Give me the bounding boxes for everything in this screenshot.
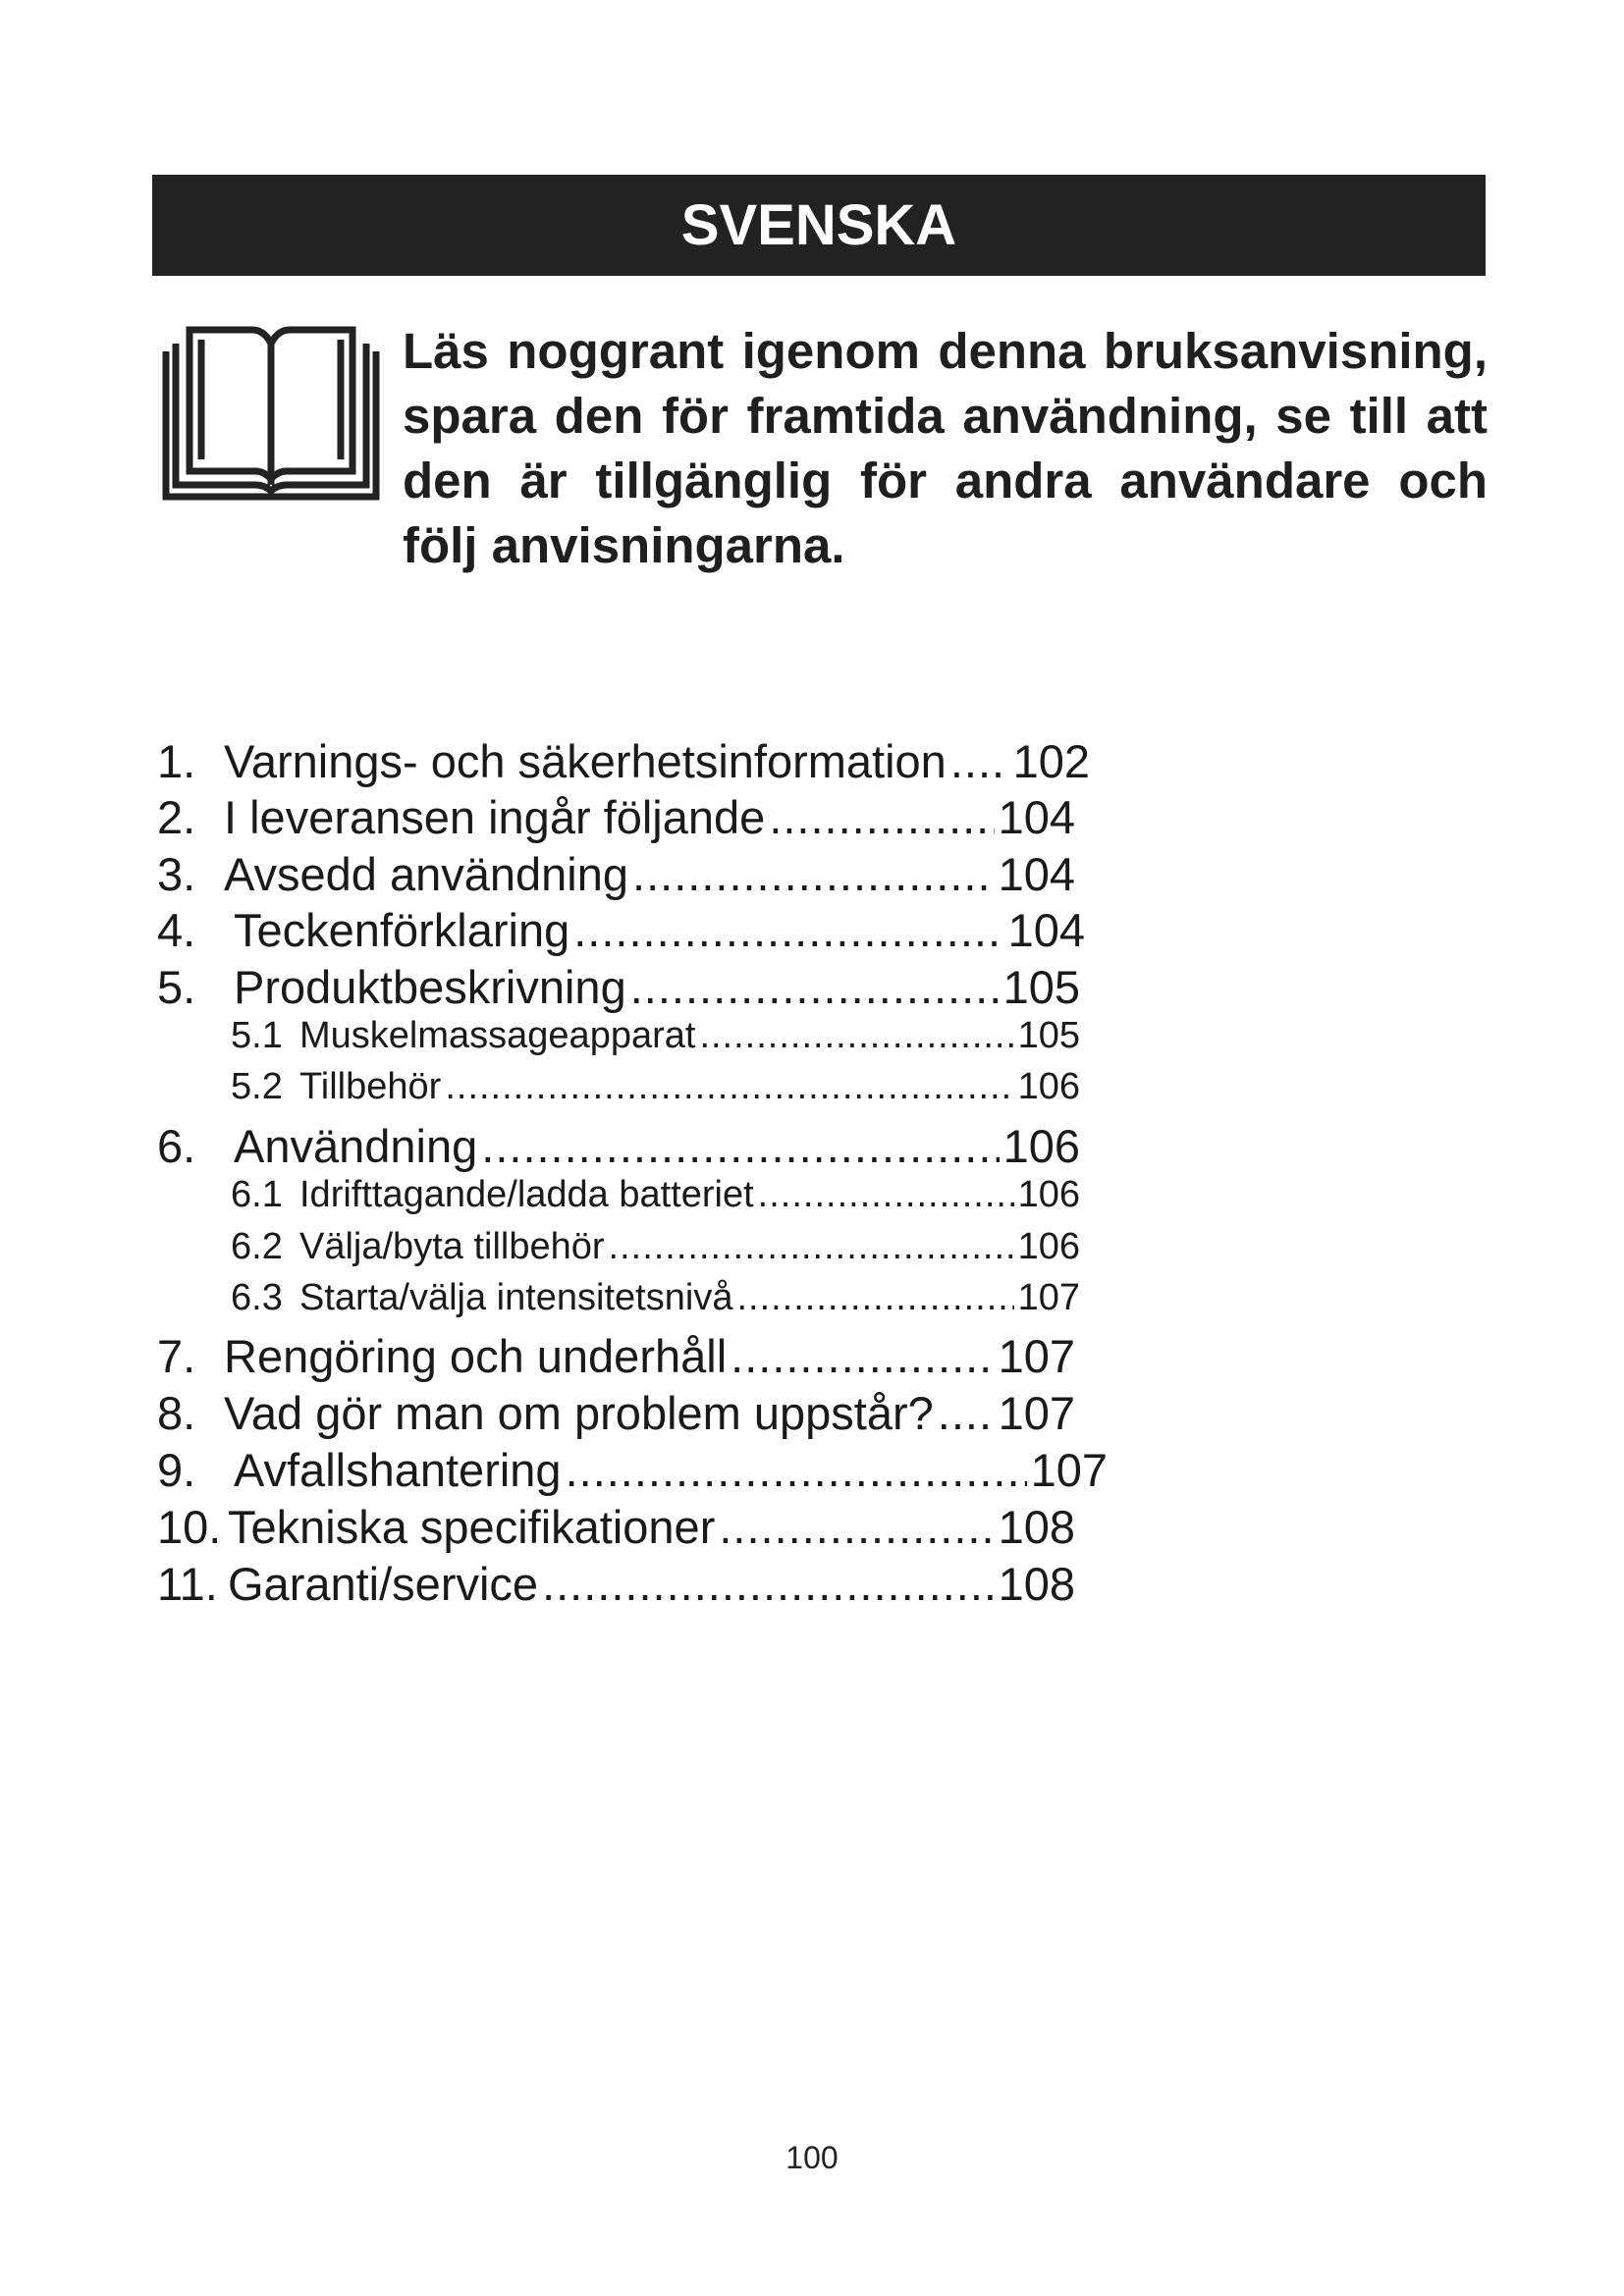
toc-leader-dots <box>542 1557 995 1611</box>
toc-leader-dots <box>699 1015 1013 1057</box>
toc-entry-number: 7. <box>157 1330 196 1382</box>
toc-entry[interactable] <box>231 1226 1080 1268</box>
toc-leader-dots <box>938 1386 995 1440</box>
toc-entry-page: 107 <box>1017 1277 1080 1318</box>
toc-entry[interactable] <box>157 1386 1075 1440</box>
toc-entry-page: 107 <box>1030 1444 1108 1496</box>
toc-leader-dots <box>481 1119 999 1173</box>
toc-entry[interactable] <box>231 1174 1080 1216</box>
toc-entry-page: 108 <box>998 1558 1075 1610</box>
toc-leader-dots <box>632 847 995 901</box>
toc-entry[interactable] <box>157 847 1075 901</box>
toc-entry-page: 107 <box>998 1387 1075 1439</box>
toc-entry-number: 9. <box>157 1444 196 1496</box>
toc-entry-number: 5.2 <box>231 1066 283 1107</box>
toc-entry-title: I leveransen ingår följande <box>224 791 766 843</box>
toc-entry[interactable] <box>231 1277 1080 1319</box>
toc-entry-title: Garanti/service <box>228 1558 539 1610</box>
toc-entry-title: Teckenförklaring <box>234 904 570 956</box>
toc-entry-number: 11. <box>157 1558 218 1610</box>
toc-entry-number: 6.2 <box>231 1226 283 1267</box>
toc-entry-number: 3. <box>157 848 196 900</box>
toc-entry-title: Rengöring och underhåll <box>224 1330 728 1382</box>
toc-leader-dots <box>769 790 994 844</box>
toc-entry-number: 6.3 <box>231 1277 283 1318</box>
toc-entry-title: Starta/välja intensitetsnivå <box>299 1277 733 1318</box>
toc-entry-page: 108 <box>998 1501 1075 1553</box>
toc-entry[interactable] <box>157 1443 1108 1497</box>
toc-entry-page: 104 <box>1007 904 1085 956</box>
toc-entry-number: 1. <box>157 735 196 787</box>
toc-entry-title: Avsedd användning <box>224 848 629 900</box>
toc-entry-number: 6. <box>157 1120 196 1172</box>
toc-leader-dots <box>573 903 1003 957</box>
toc-leader-dots <box>445 1066 1013 1108</box>
toc-entry-page: 106 <box>1017 1066 1080 1107</box>
toc-entry-number: 4. <box>157 904 196 956</box>
toc-entry-page: 105 <box>1017 1015 1080 1056</box>
toc-entry-title: Varnings- och säkerhetsinformation <box>224 735 947 787</box>
toc-entry[interactable] <box>231 1015 1080 1057</box>
toc-entry-number: 2. <box>157 791 196 843</box>
toc-entry-title: Vad gör man om problem uppstår? <box>224 1387 934 1439</box>
toc-entry[interactable] <box>157 1557 1075 1611</box>
toc-entry[interactable] <box>231 1066 1080 1108</box>
toc-entry-title: Välja/byta tillbehör <box>299 1226 605 1267</box>
toc-leader-dots <box>566 1443 1027 1497</box>
toc-leader-dots <box>630 960 1000 1014</box>
toc-entry[interactable] <box>157 790 1075 844</box>
toc-entry-title: Muskelmassageapparat <box>299 1015 696 1056</box>
toc-entry-number: 8. <box>157 1387 196 1439</box>
toc-entry-title: Användning <box>234 1120 478 1172</box>
toc-entry-title: Idrifttagande/ladda batteriet <box>299 1174 754 1215</box>
toc-entry[interactable] <box>157 903 1085 957</box>
toc-entry-title: Produktbeskrivning <box>234 961 626 1013</box>
toc-entry-number: 10. <box>157 1501 222 1553</box>
toc-entry-page: 106 <box>1002 1120 1080 1172</box>
toc-leader-dots <box>609 1226 1014 1268</box>
toc-entry-page: 104 <box>998 848 1075 900</box>
language-title: SVENSKA <box>680 193 957 257</box>
toc-entry[interactable] <box>157 1329 1075 1383</box>
toc-entry-page: 106 <box>1017 1226 1080 1267</box>
toc-entry-page: 107 <box>998 1330 1075 1382</box>
toc-leader-dots <box>719 1500 994 1554</box>
toc-entry[interactable] <box>157 734 1090 788</box>
book-icon <box>162 322 380 501</box>
language-header <box>152 175 1486 276</box>
intro-text: Läs noggrant igenom denna bruksanvisning, spara den för framtida användning, se till att den är tillgänglig för andra användare och följ anvisningarna. <box>403 323 1488 573</box>
toc-entry-title: Tillbehör <box>299 1066 442 1107</box>
toc-leader-dots <box>736 1277 1013 1319</box>
toc-entry-page: 105 <box>1002 961 1080 1013</box>
toc-entry-title: Avfallshantering <box>234 1444 562 1496</box>
toc-leader-dots <box>950 734 1009 788</box>
toc-entry-page: 104 <box>998 791 1075 843</box>
toc-entry-number: 6.1 <box>231 1174 283 1215</box>
toc-entry[interactable] <box>157 960 1080 1014</box>
toc-entry-number: 5. <box>157 961 196 1013</box>
page-number: 100 <box>785 2140 839 2175</box>
toc-entry-number: 5.1 <box>231 1015 283 1056</box>
toc-entry-page: 106 <box>1017 1174 1080 1215</box>
toc-entry-title: Tekniska specifikationer <box>228 1501 716 1553</box>
toc-entry-page: 102 <box>1012 735 1090 787</box>
toc-entry[interactable] <box>157 1500 1075 1554</box>
toc-leader-dots <box>731 1329 994 1383</box>
toc-entry[interactable] <box>157 1119 1080 1173</box>
toc-leader-dots <box>758 1174 1014 1216</box>
